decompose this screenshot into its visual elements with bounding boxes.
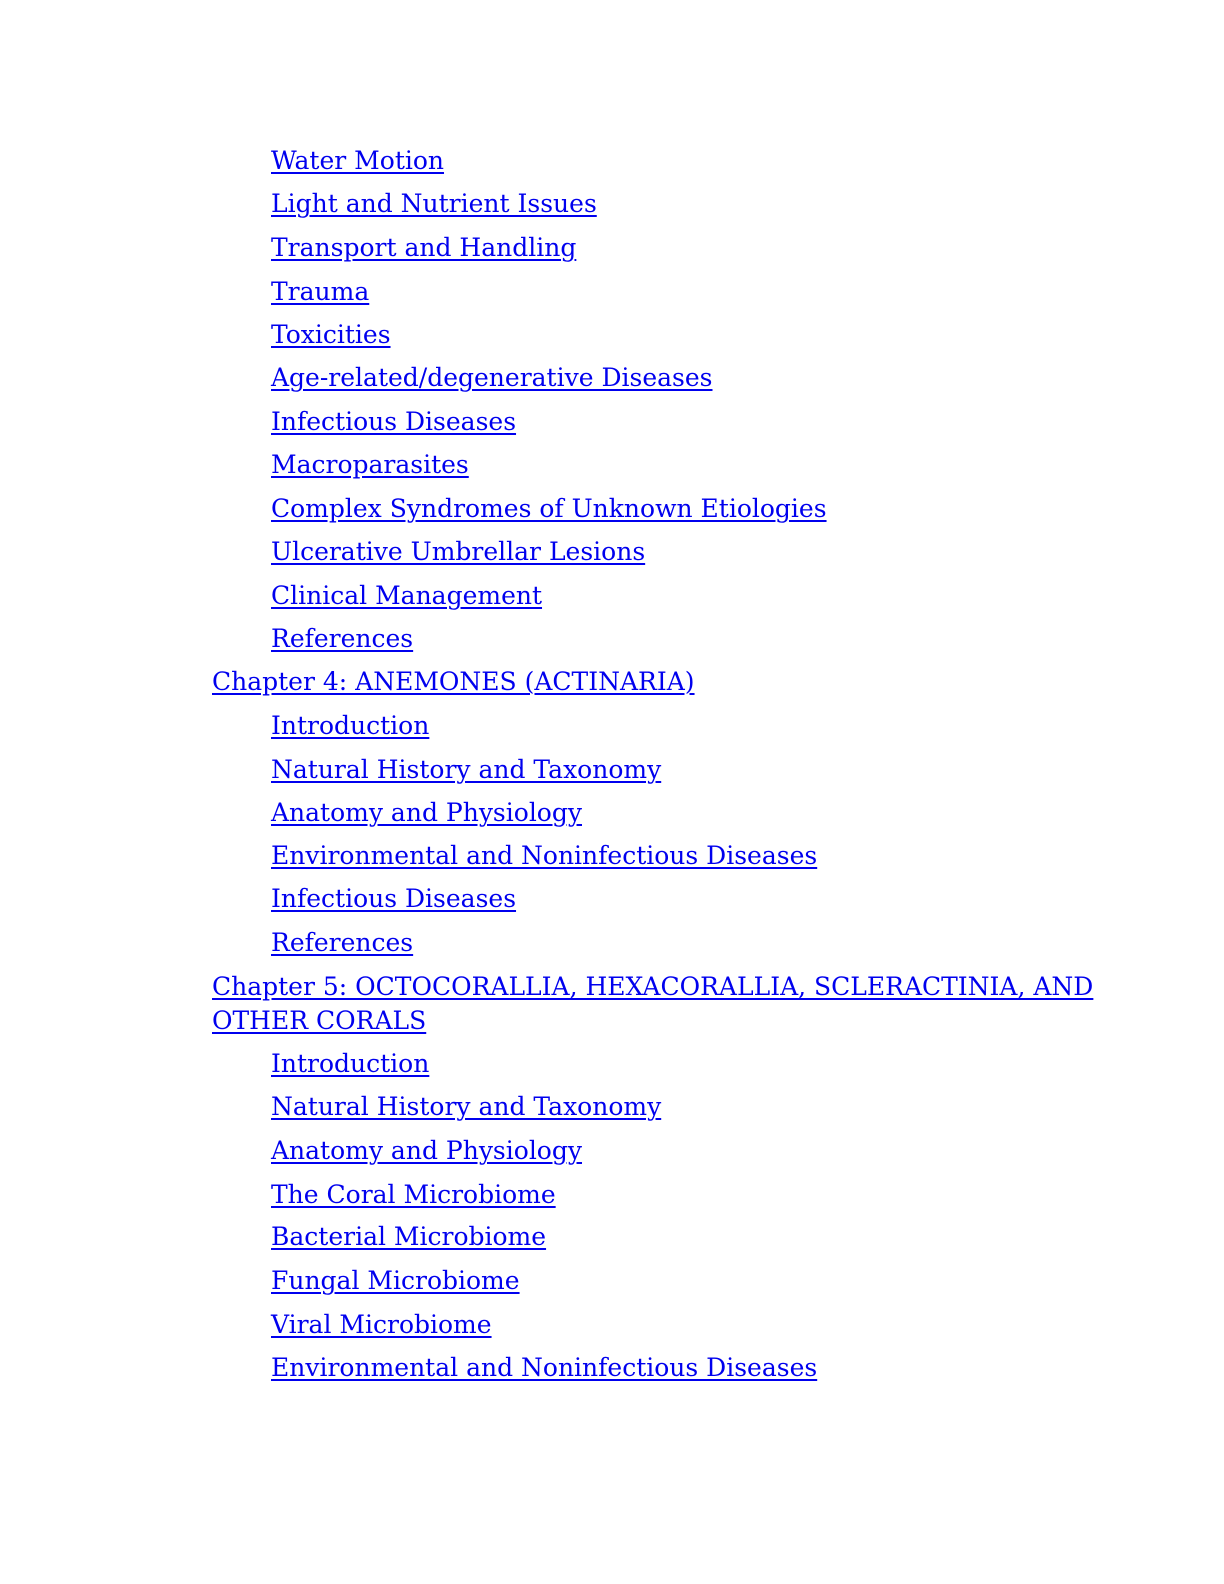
toc-link-complex-syndromes[interactable]: Complex Syndromes of Unknown Etiologies [271,494,827,523]
toc-chapter-4-title[interactable]: Chapter 4: ANEMONES (ACTINARIA) [212,667,695,696]
toc-link-references[interactable]: References [271,624,414,653]
toc-ch5-anatomy[interactable]: Anatomy and Physiology [271,1136,582,1165]
toc-link-age-related[interactable]: Age-related/degenerative Diseases [271,363,713,392]
toc-link-clinical-management[interactable]: Clinical Management [271,581,543,610]
toc-ch5-natural-history[interactable]: Natural History and Taxonomy [271,1092,662,1121]
toc-ch5-fungal-microbiome[interactable]: Fungal Microbiome [271,1266,520,1295]
toc-ch5-coral-microbiome[interactable]: The Coral Microbiome [271,1180,556,1209]
toc-link-water-motion[interactable]: Water Motion [271,146,445,175]
toc-link-macroparasites[interactable]: Macroparasites [271,450,469,479]
toc-link-light-nutrient[interactable]: Light and Nutrient Issues [271,189,597,218]
toc-link-trauma[interactable]: Trauma [271,277,370,306]
toc-ch4-environmental[interactable]: Environmental and Noninfectious Diseases [271,841,818,870]
toc-chapter-5-title-line2[interactable]: OTHER CORALS [212,1006,427,1035]
toc-ch4-infectious[interactable]: Infectious Diseases [271,884,517,913]
toc-link-infectious-diseases[interactable]: Infectious Diseases [271,407,517,436]
toc-link-transport-handling[interactable]: Transport and Handling [271,233,577,262]
toc-ch4-references[interactable]: References [271,928,414,957]
toc-ch5-environmental[interactable]: Environmental and Noninfectious Diseases [271,1353,818,1382]
toc-ch4-natural-history[interactable]: Natural History and Taxonomy [271,755,662,784]
toc-chapter-5-title-line1[interactable]: Chapter 5: OCTOCORALLIA, HEXACORALLIA, SCLERACTINIA, AND [212,972,1094,1001]
toc-ch5-bacterial-microbiome[interactable]: Bacterial Microbiome [271,1222,547,1251]
toc-ch4-introduction[interactable]: Introduction [271,711,430,740]
toc-link-ulcerative-lesions[interactable]: Ulcerative Umbrellar Lesions [271,537,646,566]
toc-ch4-anatomy[interactable]: Anatomy and Physiology [271,798,582,827]
toc-link-toxicities[interactable]: Toxicities [271,320,391,349]
toc-ch5-viral-microbiome[interactable]: Viral Microbiome [271,1310,492,1339]
toc-ch5-introduction[interactable]: Introduction [271,1049,430,1078]
